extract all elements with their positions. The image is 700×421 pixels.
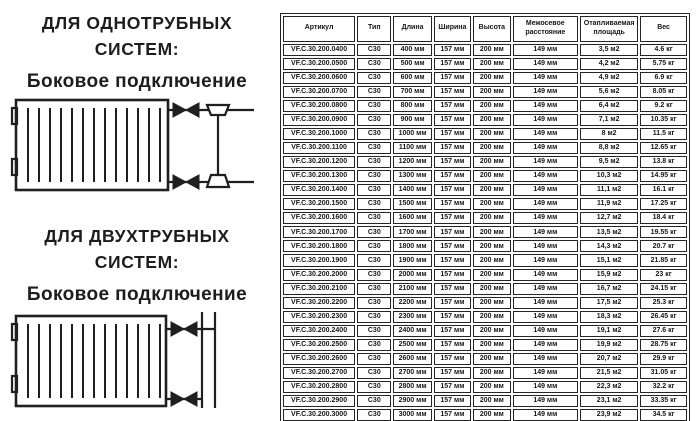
table-cell: VF.C.30.200.1900 [283, 254, 355, 266]
valve-icon [171, 322, 197, 406]
table-cell: 149 мм [513, 311, 579, 323]
table-row [283, 86, 687, 98]
table-cell: 33.35 кг [640, 395, 687, 407]
table-cell: 1800 мм [393, 240, 431, 252]
table-cell: 7,1 м2 [580, 114, 638, 126]
connection-schemes-panel [0, 0, 275, 421]
table-cell: 157 мм [434, 297, 471, 309]
table-cell: C30 [357, 269, 391, 281]
table-cell: VF.C.30.200.1500 [283, 198, 355, 210]
table-cell: 149 мм [513, 212, 579, 224]
table-cell: C30 [357, 226, 391, 238]
table-cell: C30 [357, 297, 391, 309]
table-cell: 157 мм [434, 114, 471, 126]
table-row [283, 58, 687, 70]
spec-table-container [280, 13, 690, 421]
table-cell: 157 мм [434, 311, 471, 323]
table-cell: 200 мм [473, 86, 510, 98]
table-cell: 157 мм [434, 44, 471, 56]
table-cell: 149 мм [513, 72, 579, 84]
table-cell: 149 мм [513, 325, 579, 337]
column-header: Высота [473, 16, 510, 42]
table-row [283, 212, 687, 224]
table-cell: 157 мм [434, 170, 471, 182]
table-cell: 1400 мм [393, 184, 431, 196]
table-row [283, 395, 687, 407]
table-cell: 200 мм [473, 240, 510, 252]
table-row [283, 198, 687, 210]
table-cell: 21,5 м2 [580, 367, 638, 379]
table-cell: 16.1 кг [640, 184, 687, 196]
table-cell: 200 мм [473, 395, 510, 407]
table-cell: 14.95 кг [640, 170, 687, 182]
table-cell: 149 мм [513, 395, 579, 407]
table-cell: 2600 мм [393, 353, 431, 365]
table-cell: C30 [357, 128, 391, 140]
table-cell: VF.C.30.200.1300 [283, 170, 355, 182]
table-cell: 8 м2 [580, 128, 638, 140]
heading-line-1: ДЛЯ ОДНОТРУБНЫХ [41, 13, 233, 33]
table-cell: 34.5 кг [640, 409, 687, 421]
table-cell: 149 мм [513, 170, 579, 182]
table-cell: 1300 мм [393, 170, 431, 182]
table-cell: 8,8 м2 [580, 142, 638, 154]
table-cell: 19,1 м2 [580, 325, 638, 337]
table-cell: C30 [357, 283, 391, 295]
table-cell: 157 мм [434, 409, 471, 421]
table-cell: 23,9 м2 [580, 409, 638, 421]
table-cell: 157 мм [434, 367, 471, 379]
table-cell: 13,5 м2 [580, 226, 638, 238]
table-cell: 200 мм [473, 58, 510, 70]
table-cell: 5,6 м2 [580, 86, 638, 98]
table-cell: VF.C.30.200.2500 [283, 339, 355, 351]
table-cell: VF.C.30.200.2700 [283, 367, 355, 379]
table-cell: VF.C.30.200.2100 [283, 283, 355, 295]
table-cell: 157 мм [434, 226, 471, 238]
table-cell: 10.35 кг [640, 114, 687, 126]
table-cell: 1200 мм [393, 156, 431, 168]
table-cell: 9,5 м2 [580, 156, 638, 168]
table-cell: 157 мм [434, 100, 471, 112]
table-cell: C30 [357, 325, 391, 337]
table-cell: 157 мм [434, 156, 471, 168]
table-cell: 200 мм [473, 325, 510, 337]
table-row [283, 44, 687, 56]
table-cell: 9.2 кг [640, 100, 687, 112]
table-cell: 29.9 кг [640, 353, 687, 365]
table-cell: 32.2 кг [640, 381, 687, 393]
table-cell: 2700 мм [393, 367, 431, 379]
table-cell: 800 мм [393, 100, 431, 112]
table-cell: 4,2 м2 [580, 58, 638, 70]
table-cell: 200 мм [473, 72, 510, 84]
table-cell: VF.C.30.200.0500 [283, 58, 355, 70]
table-cell: 1700 мм [393, 226, 431, 238]
table-cell: C30 [357, 100, 391, 112]
table-cell: 149 мм [513, 226, 579, 238]
table-cell: 200 мм [473, 212, 510, 224]
table-cell: 900 мм [393, 114, 431, 126]
table-row [283, 156, 687, 168]
table-cell: VF.C.30.200.2900 [283, 395, 355, 407]
table-cell: 6,4 м2 [580, 100, 638, 112]
table-cell: 200 мм [473, 269, 510, 281]
table-row [283, 269, 687, 281]
table-cell: C30 [357, 212, 391, 224]
table-cell: 157 мм [434, 353, 471, 365]
table-cell: C30 [357, 339, 391, 351]
table-row [283, 72, 687, 84]
table-cell: 149 мм [513, 142, 579, 154]
table-cell: 10,3 м2 [580, 170, 638, 182]
table-cell: 157 мм [434, 339, 471, 351]
table-cell: 8.05 кг [640, 86, 687, 98]
table-cell: 23 кг [640, 269, 687, 281]
table-cell: 23,1 м2 [580, 395, 638, 407]
table-row [283, 297, 687, 309]
table-cell: 200 мм [473, 409, 510, 421]
table-cell: VF.C.30.200.0700 [283, 86, 355, 98]
table-cell: VF.C.30.200.1400 [283, 184, 355, 196]
table-cell: 157 мм [434, 269, 471, 281]
table-cell: 1500 мм [393, 198, 431, 210]
column-header: Вес [640, 16, 687, 42]
table-cell: 2500 мм [393, 339, 431, 351]
table-cell: 26.45 кг [640, 311, 687, 323]
table-cell: 600 мм [393, 72, 431, 84]
table-row [283, 114, 687, 126]
table-row [283, 240, 687, 252]
table-cell: 149 мм [513, 198, 579, 210]
table-cell: 149 мм [513, 367, 579, 379]
table-cell: VF.C.30.200.2300 [283, 311, 355, 323]
table-cell: 157 мм [434, 254, 471, 266]
table-cell: 11.5 кг [640, 128, 687, 140]
radiator-spec-table [280, 13, 690, 421]
table-cell: 2200 мм [393, 297, 431, 309]
heading-line-1: ДЛЯ ДВУХТРУБНЫХ [44, 226, 230, 246]
table-cell: C30 [357, 409, 391, 421]
table-cell: 200 мм [473, 311, 510, 323]
table-cell: C30 [357, 156, 391, 168]
table-cell: 149 мм [513, 240, 579, 252]
table-cell: 200 мм [473, 156, 510, 168]
table-cell: 157 мм [434, 86, 471, 98]
table-cell: 149 мм [513, 409, 579, 421]
table-cell: C30 [357, 170, 391, 182]
table-cell: 157 мм [434, 128, 471, 140]
table-row [283, 226, 687, 238]
single-pipe-section [8, 10, 266, 195]
valve-icon [173, 103, 199, 189]
table-cell: 5.75 кг [640, 58, 687, 70]
table-cell: 17,5 м2 [580, 297, 638, 309]
radiator-single-pipe-diagram-icon [8, 97, 256, 195]
two-pipe-subheading: Боковое подключение [26, 283, 248, 305]
table-cell: 22,3 м2 [580, 381, 638, 393]
table-cell: C30 [357, 142, 391, 154]
table-cell: 3,5 м2 [580, 44, 638, 56]
column-header: Межосевое расстояние [513, 16, 579, 42]
table-cell: 149 мм [513, 156, 579, 168]
table-cell: 157 мм [434, 325, 471, 337]
table-cell: 18,3 м2 [580, 311, 638, 323]
table-cell: 157 мм [434, 395, 471, 407]
table-row [283, 100, 687, 112]
table-cell: 149 мм [513, 297, 579, 309]
table-cell: 200 мм [473, 114, 510, 126]
table-cell: 2100 мм [393, 283, 431, 295]
column-header: Артикул [283, 16, 355, 42]
table-cell: VF.C.30.200.1600 [283, 212, 355, 224]
table-cell: VF.C.30.200.0900 [283, 114, 355, 126]
table-cell: 11,9 м2 [580, 198, 638, 210]
table-row [283, 339, 687, 351]
column-header: Длина [393, 16, 431, 42]
table-cell: C30 [357, 395, 391, 407]
table-row [283, 170, 687, 182]
table-row [283, 381, 687, 393]
table-cell: 15,1 м2 [580, 254, 638, 266]
table-cell: C30 [357, 367, 391, 379]
table-cell: 11,1 м2 [580, 184, 638, 196]
table-cell: 200 мм [473, 254, 510, 266]
table-cell: 157 мм [434, 381, 471, 393]
table-cell: 200 мм [473, 184, 510, 196]
table-cell: VF.C.30.200.1700 [283, 226, 355, 238]
table-cell: 200 мм [473, 170, 510, 182]
table-cell: 200 мм [473, 142, 510, 154]
table-cell: 15,9 м2 [580, 269, 638, 281]
table-cell: VF.C.30.200.2200 [283, 297, 355, 309]
table-row [283, 184, 687, 196]
table-cell: 149 мм [513, 283, 579, 295]
table-cell: VF.C.30.200.2800 [283, 381, 355, 393]
table-row [283, 367, 687, 379]
column-header: Тип [357, 16, 391, 42]
table-cell: 149 мм [513, 254, 579, 266]
table-cell: 18.4 кг [640, 212, 687, 224]
table-cell: VF.C.30.200.3000 [283, 409, 355, 421]
table-header-row [283, 16, 687, 42]
table-cell: C30 [357, 353, 391, 365]
table-cell: 16,7 м2 [580, 283, 638, 295]
heading-line-2: СИСТЕМ: [94, 39, 180, 60]
table-cell: 157 мм [434, 240, 471, 252]
table-cell: 2300 мм [393, 311, 431, 323]
table-cell: C30 [357, 58, 391, 70]
table-cell: C30 [357, 381, 391, 393]
table-cell: 27.6 кг [640, 325, 687, 337]
table-cell: 500 мм [393, 58, 431, 70]
table-cell: 12,7 м2 [580, 212, 638, 224]
table-cell: VF.C.30.200.2000 [283, 269, 355, 281]
table-cell: C30 [357, 311, 391, 323]
table-cell: VF.C.30.200.1000 [283, 128, 355, 140]
column-header: Отапливаемая площадь [580, 16, 638, 42]
table-cell: 17.25 кг [640, 198, 687, 210]
table-cell: C30 [357, 254, 391, 266]
table-cell: 149 мм [513, 100, 579, 112]
table-cell: 13.8 кг [640, 156, 687, 168]
table-cell: 25.3 кг [640, 297, 687, 309]
table-cell: 1100 мм [393, 142, 431, 154]
table-row [283, 353, 687, 365]
table-cell: C30 [357, 198, 391, 210]
table-cell: 157 мм [434, 58, 471, 70]
spec-table-body [283, 44, 687, 421]
table-row [283, 142, 687, 154]
table-cell: 157 мм [434, 184, 471, 196]
two-pipe-heading [8, 223, 266, 276]
table-cell: 149 мм [513, 58, 579, 70]
table-cell: 157 мм [434, 212, 471, 224]
table-cell: C30 [357, 86, 391, 98]
table-cell: 4,9 м2 [580, 72, 638, 84]
table-cell: 28.75 кг [640, 339, 687, 351]
table-cell: 200 мм [473, 128, 510, 140]
table-cell: 149 мм [513, 86, 579, 98]
table-cell: 200 мм [473, 198, 510, 210]
table-row [283, 128, 687, 140]
table-cell: VF.C.30.200.2400 [283, 325, 355, 337]
two-pipe-section [8, 223, 266, 410]
table-cell: C30 [357, 44, 391, 56]
table-cell: 19.55 кг [640, 226, 687, 238]
table-row [283, 283, 687, 295]
table-cell: 19,9 м2 [580, 339, 638, 351]
table-cell: 2900 мм [393, 395, 431, 407]
radiator-two-pipe-diagram-icon [8, 310, 256, 410]
table-cell: 157 мм [434, 72, 471, 84]
table-cell: 157 мм [434, 283, 471, 295]
table-row [283, 409, 687, 421]
table-cell: 3000 мм [393, 409, 431, 421]
table-cell: 149 мм [513, 353, 579, 365]
table-row [283, 325, 687, 337]
table-cell: VF.C.30.200.1200 [283, 156, 355, 168]
table-cell: C30 [357, 184, 391, 196]
single-pipe-subheading: Боковое подключение [26, 70, 248, 92]
table-cell: 149 мм [513, 128, 579, 140]
table-cell: 149 мм [513, 114, 579, 126]
table-cell: 149 мм [513, 184, 579, 196]
table-cell: C30 [357, 240, 391, 252]
table-cell: C30 [357, 72, 391, 84]
table-cell: 4.6 кг [640, 44, 687, 56]
table-cell: VF.C.30.200.1100 [283, 142, 355, 154]
table-cell: 2000 мм [393, 269, 431, 281]
table-cell: 149 мм [513, 339, 579, 351]
table-cell: 20,7 м2 [580, 353, 638, 365]
table-cell: VF.C.30.200.0600 [283, 72, 355, 84]
table-cell: 200 мм [473, 339, 510, 351]
single-pipe-heading [8, 10, 266, 63]
single-pipe-diagram-wrap [8, 97, 266, 195]
table-cell: 149 мм [513, 44, 579, 56]
table-cell: 700 мм [393, 86, 431, 98]
table-cell: 200 мм [473, 100, 510, 112]
table-cell: 200 мм [473, 353, 510, 365]
table-row [283, 254, 687, 266]
table-cell: 24.15 кг [640, 283, 687, 295]
table-cell: VF.C.30.200.1800 [283, 240, 355, 252]
two-pipe-diagram-wrap [8, 310, 266, 410]
table-cell: 1000 мм [393, 128, 431, 140]
table-cell: 2800 мм [393, 381, 431, 393]
table-cell: VF.C.30.200.2600 [283, 353, 355, 365]
table-cell: 149 мм [513, 381, 579, 393]
table-cell: 14,3 м2 [580, 240, 638, 252]
table-cell: 12.65 кг [640, 142, 687, 154]
table-cell: VF.C.30.200.0400 [283, 44, 355, 56]
table-cell: 1900 мм [393, 254, 431, 266]
table-row [283, 311, 687, 323]
table-cell: 21.85 кг [640, 254, 687, 266]
table-cell: 200 мм [473, 367, 510, 379]
table-cell: 200 мм [473, 297, 510, 309]
table-cell: 6.9 кг [640, 72, 687, 84]
table-cell: 157 мм [434, 198, 471, 210]
table-cell: VF.C.30.200.0800 [283, 100, 355, 112]
table-cell: 2400 мм [393, 325, 431, 337]
table-cell: 400 мм [393, 44, 431, 56]
table-cell: 20.7 кг [640, 240, 687, 252]
table-cell: C30 [357, 114, 391, 126]
heading-line-2: СИСТЕМ: [94, 252, 180, 273]
table-cell: 157 мм [434, 142, 471, 154]
table-cell: 1600 мм [393, 212, 431, 224]
table-cell: 200 мм [473, 44, 510, 56]
table-cell: 149 мм [513, 269, 579, 281]
table-cell: 31.05 кг [640, 367, 687, 379]
table-cell: 200 мм [473, 283, 510, 295]
table-cell: 200 мм [473, 381, 510, 393]
column-header: Ширина [434, 16, 471, 42]
table-cell: 200 мм [473, 226, 510, 238]
